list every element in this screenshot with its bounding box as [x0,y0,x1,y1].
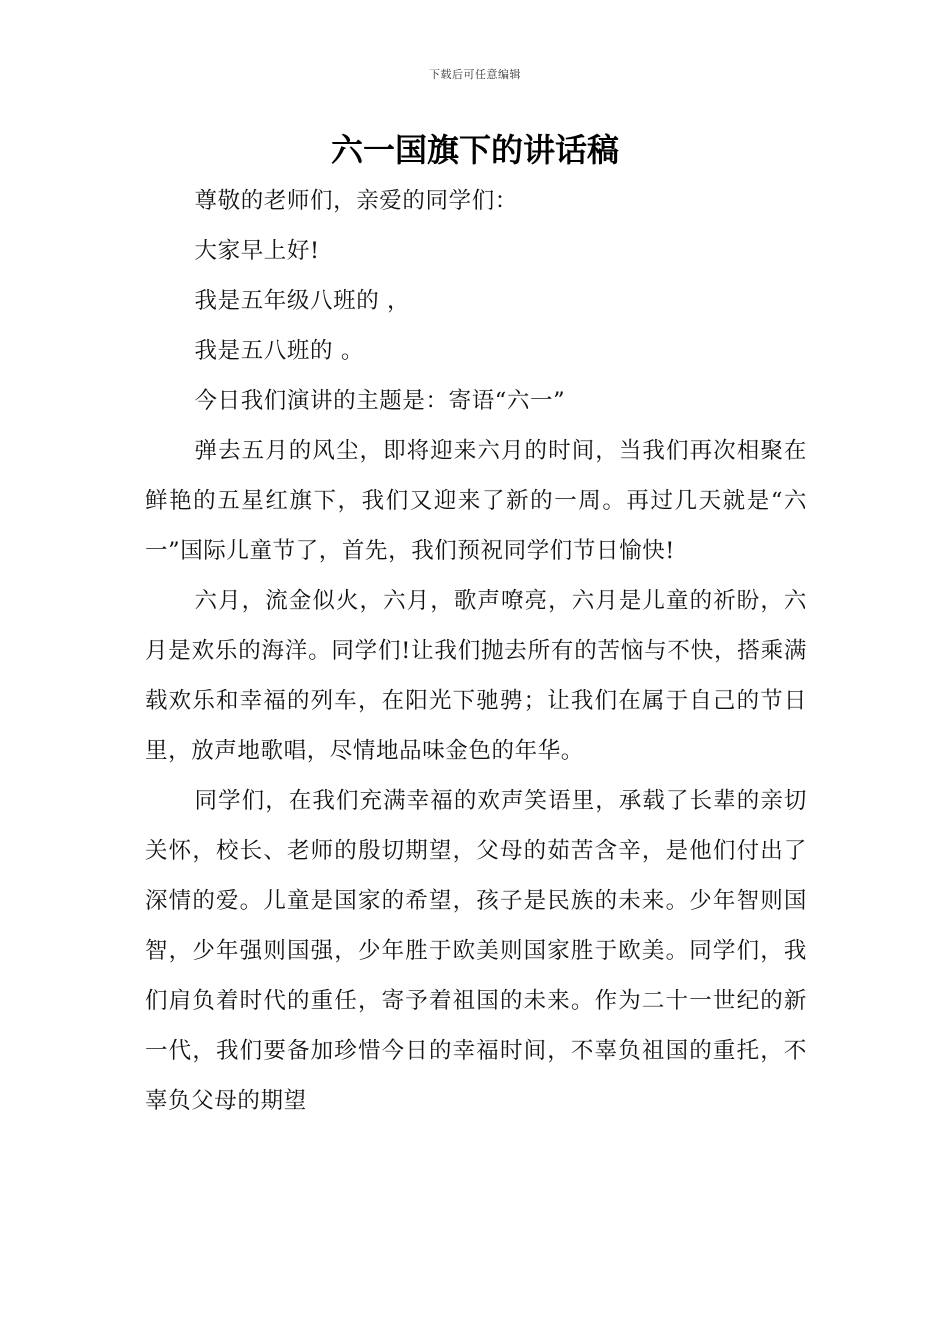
paragraph-intro: 弹去五月的风尘，即将迎来六月的时间，当我们再次相聚在鲜艳的五星红旗下，我们又迎来了新的一周。再过几天就是“六一”国际儿童节了，首先，我们预祝同学们节日愉快! [145,438,807,564]
paragraph-theme: 今日我们演讲的主题是：寄语“六一” [194,388,566,414]
document-title: 六一国旗下的讲话稿 [330,131,619,169]
header-note: 下载后可任意编辑 [429,68,521,81]
paragraph-greeting: 尊敬的老师们，亲爱的同学们： [194,188,518,214]
paragraph-speaker-two: 我是五八班的 。 [194,338,364,364]
paragraph-speaker-one: 我是五年级八班的 ， [194,288,411,314]
document-body [145,176,807,1126]
paragraph-good-morning: 大家早上好! [194,238,320,264]
paragraph-future: 同学们，在我们充满幸福的欢声笑语里，承载了长辈的亲切关怀，校长、老师的殷切期望，父母的茹苦含辛，是他们付出了深情的爱。儿童是国家的希望，孩子是民族的未来。少年智则国智，少年强则国强，少年胜于欧美则国家胜于欧美。同学们，我们肩负着时代的重任，寄予着祖国的未来。作为二十一世纪的新一代，我们要备加珍惜今日的幸福时间，不辜负祖国的重托，不辜负父母的期望 [145,788,807,1114]
paragraph-june: 六月，流金似火，六月，歌声嘹亮，六月是儿童的祈盼，六月是欢乐的海洋。同学们!让我们抛去所有的苦恼与不快，搭乘满载欢乐和幸福的列车，在阳光下驰骋；让我们在属于自己的节日里，放声地歌唱，尽情地品味金色的年华。 [145,588,807,764]
